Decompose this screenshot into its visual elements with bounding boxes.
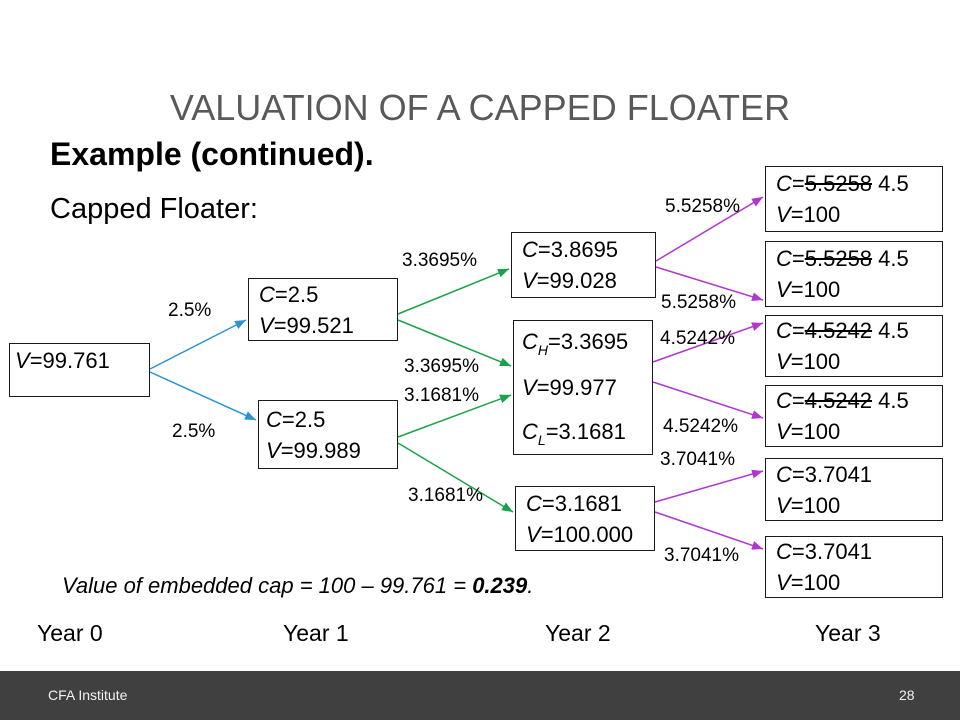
- equals-sign: =: [29, 348, 43, 373]
- bond-value: 100.000: [553, 521, 634, 547]
- coupon-high-value: 3.3695: [560, 328, 629, 354]
- value-symbol: V: [259, 312, 274, 338]
- equals-sign: =: [791, 171, 805, 196]
- equals-sign: =: [791, 388, 805, 413]
- arrow-year2-bottom-down: [655, 512, 763, 549]
- rate-label-year1-to-year2-2: 3.3695%: [404, 356, 480, 377]
- note-period: .: [527, 573, 534, 598]
- arrow-year2-middle-down: [653, 382, 763, 418]
- bond-value: 100: [803, 349, 841, 374]
- coupon-value: 3.8695: [550, 237, 619, 262]
- coupon-value: 3.7041: [804, 461, 873, 487]
- embedded-cap-value: 0.239: [472, 573, 528, 598]
- equals-sign: =: [541, 490, 555, 516]
- capped-coupon-value: 4.5: [878, 171, 909, 196]
- uncapped-coupon-value: 4.5242: [804, 388, 873, 413]
- rate-label-year2-to-year3-5: 3.7041%: [660, 449, 736, 470]
- equals-sign: =: [281, 406, 295, 432]
- bond-value: 100: [803, 277, 841, 302]
- arrows-year2-to-year3: [653, 197, 763, 549]
- year-label-0: Year 0: [37, 620, 103, 646]
- arrow-year1-up-to-year2-up: [398, 269, 509, 314]
- bond-value: 99.521: [286, 312, 354, 338]
- arrows-year0-to-year1: [150, 320, 256, 420]
- equals-sign: =: [536, 374, 550, 400]
- coupon-symbol: C: [776, 539, 792, 564]
- value-symbol: V: [776, 202, 791, 227]
- rate-label-year2-to-year3-1: 5.5258%: [665, 196, 741, 217]
- coupon-symbol: C: [522, 418, 538, 444]
- equals-sign: =: [540, 521, 554, 547]
- value-line: [522, 366, 652, 410]
- arrow-year0-to-year1-down: [150, 372, 256, 420]
- equals-sign: =: [273, 312, 287, 338]
- coupon-symbol: C: [266, 406, 282, 432]
- value-line: [776, 490, 942, 521]
- equals-sign: =: [548, 328, 561, 354]
- example-heading: Example (continued).: [50, 136, 374, 172]
- value-symbol: V: [776, 492, 791, 518]
- bond-value: 100: [803, 492, 841, 518]
- tree-node-year1-down: [258, 400, 398, 469]
- coupon-high-line: [522, 320, 652, 366]
- bond-value: 100: [803, 570, 841, 595]
- value-line: [15, 345, 149, 376]
- rate-label-year1-to-year2-4: 3.1681%: [408, 485, 484, 506]
- equals-sign: =: [280, 437, 294, 463]
- value-line: [776, 199, 942, 230]
- value-symbol: V: [526, 521, 541, 547]
- coupon-symbol: C: [259, 281, 275, 307]
- coupon-line: [776, 243, 942, 274]
- value-symbol: V: [266, 437, 281, 463]
- capped-coupon-value: 4.5: [878, 246, 909, 271]
- tree-node-year3-4: [765, 385, 943, 447]
- equals-sign: =: [790, 277, 804, 302]
- equals-sign: =: [537, 237, 551, 262]
- equals-sign: =: [790, 492, 804, 518]
- value-line: [776, 346, 942, 377]
- bond-value: 99.977: [549, 374, 617, 400]
- rate-label-year2-to-year3-4: 4.5242%: [663, 416, 739, 437]
- bond-value: 99.028: [549, 268, 617, 293]
- coupon-line: [776, 385, 942, 416]
- bond-value: 100: [803, 419, 841, 444]
- tree-node-year0: [9, 343, 150, 397]
- uncapped-coupon-value: 4.5242: [804, 318, 873, 343]
- value-symbol: V: [522, 374, 537, 400]
- coupon-symbol: C: [776, 171, 792, 196]
- embedded-cap-note: [62, 573, 533, 599]
- capped-coupon-value: 4.5: [878, 388, 909, 413]
- coupon-line: [522, 234, 655, 265]
- coupon-symbol: C: [522, 328, 538, 354]
- coupon-value: 2.5: [294, 406, 326, 432]
- slide-title: VALUATION OF A CAPPED FLOATER: [169, 87, 791, 128]
- tree-node-year2-bottom: [515, 486, 655, 551]
- tree-node-year3-6: [765, 536, 943, 598]
- tree-node-year3-5: [765, 458, 943, 521]
- footer-bar: [0, 671, 960, 720]
- rate-label-year1-to-year2-1: 3.3695%: [402, 250, 478, 271]
- coupon-line: [266, 404, 397, 435]
- coupon-line: [259, 279, 397, 310]
- equals-sign: =: [790, 202, 804, 227]
- equals-sign: =: [790, 570, 804, 595]
- equals-sign: =: [790, 419, 804, 444]
- page-number: 28: [899, 687, 915, 703]
- year-label-2: Year 2: [545, 620, 611, 646]
- rate-label-year1-to-year2-3: 3.1681%: [404, 385, 480, 406]
- value-symbol: V: [15, 348, 30, 373]
- arrow-year0-to-year1-up: [150, 320, 246, 369]
- value-line: [259, 310, 397, 341]
- coupon-value: 3.7041: [804, 539, 873, 564]
- value-line: [526, 519, 654, 550]
- coupon-line: [776, 536, 942, 567]
- bond-value: 99.989: [293, 437, 361, 463]
- equals-sign: =: [545, 418, 559, 444]
- equals-sign: =: [274, 281, 288, 307]
- value-symbol: V: [776, 570, 791, 595]
- coupon-low-line: [522, 410, 652, 456]
- bond-value: 99.761: [42, 348, 110, 373]
- footer-organization: CFA Institute: [48, 687, 128, 703]
- value-symbol: V: [776, 277, 791, 302]
- value-line: [776, 567, 942, 598]
- coupon-symbol: C: [776, 318, 792, 343]
- equals-sign: =: [791, 461, 805, 487]
- value-symbol: V: [776, 419, 791, 444]
- coupon-symbol: C: [776, 246, 792, 271]
- arrow-year2-bottom-up: [655, 471, 763, 502]
- coupon-line: [776, 459, 942, 490]
- equals-sign: =: [790, 349, 804, 374]
- coupon-symbol: C: [526, 490, 542, 516]
- value-line: [776, 416, 942, 447]
- value-line: [266, 435, 397, 466]
- uncapped-coupon-value: 5.5258: [804, 171, 873, 196]
- coupon-value: 2.5: [287, 281, 319, 307]
- capped-coupon-value: 4.5: [878, 318, 909, 343]
- tree-node-year3-1: [765, 166, 943, 232]
- coupon-line: [526, 488, 654, 519]
- tree-node-year3-2: [765, 241, 943, 307]
- rate-label-year0-to-year1-down: 2.5%: [172, 421, 216, 442]
- tree-node-year1-up: [248, 278, 398, 341]
- note-text: Value of embedded cap = 100 – 99.761 =: [62, 573, 473, 598]
- subscript-high: H: [537, 341, 549, 358]
- coupon-symbol: C: [776, 388, 792, 413]
- rate-label-year0-to-year1-up: 2.5%: [168, 300, 212, 321]
- coupon-value: 3.1681: [554, 490, 623, 516]
- value-line: [522, 265, 655, 296]
- year-label-1: Year 1: [283, 620, 349, 646]
- rate-label-year2-to-year3-2: 5.5258%: [661, 292, 737, 313]
- equals-sign: =: [536, 268, 550, 293]
- tree-node-year2-top: [511, 232, 656, 298]
- rate-label-year2-to-year3-6: 3.7041%: [664, 545, 740, 566]
- coupon-symbol: C: [776, 461, 792, 487]
- value-symbol: V: [522, 268, 537, 293]
- year-label-3: Year 3: [815, 620, 881, 646]
- equals-sign: =: [791, 318, 805, 343]
- bond-value: 100: [803, 202, 841, 227]
- tree-node-year2-middle: [513, 320, 653, 455]
- coupon-line: [776, 168, 942, 199]
- uncapped-coupon-value: 5.5258: [804, 246, 873, 271]
- coupon-symbol: C: [522, 237, 538, 262]
- value-line: [776, 274, 942, 305]
- coupon-line: [776, 315, 942, 346]
- equals-sign: =: [791, 539, 805, 564]
- coupon-low-value: 3.1681: [558, 418, 626, 444]
- tree-node-year3-3: [765, 315, 943, 377]
- subscript-low: L: [537, 431, 546, 448]
- rate-label-year2-to-year3-3: 4.5242%: [660, 328, 736, 349]
- equals-sign: =: [791, 246, 805, 271]
- value-symbol: V: [776, 349, 791, 374]
- capped-floater-label: Capped Floater:: [50, 193, 258, 225]
